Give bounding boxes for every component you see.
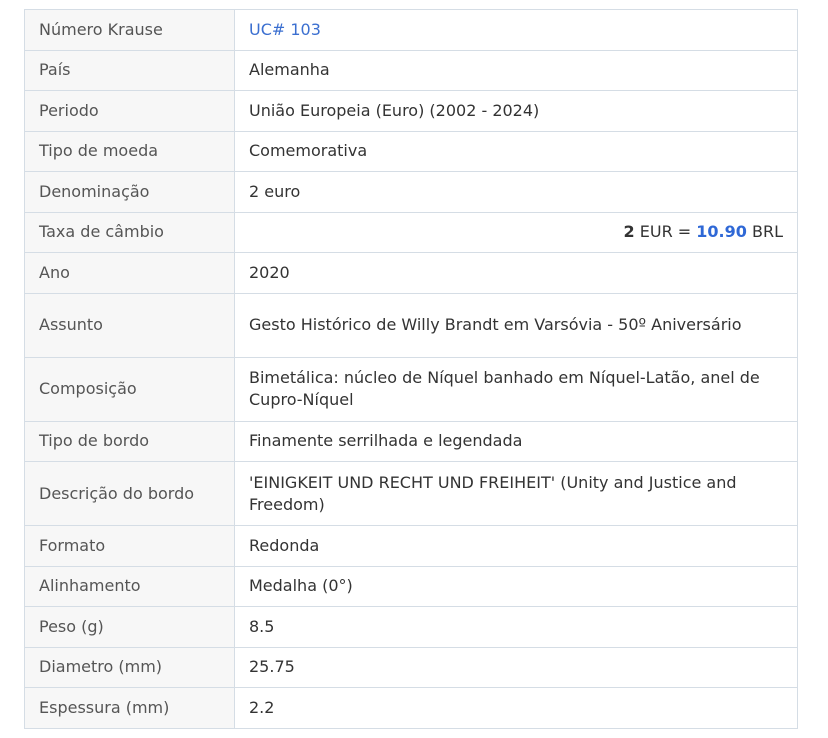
label-denomination: Denominação xyxy=(25,172,235,213)
exchange-amount: 2 xyxy=(623,222,635,242)
label-alignment: Alinhamento xyxy=(25,566,235,607)
value-composition: Bimetálica: núcleo de Níquel banhado em Níquel-Latão, anel de Cupro-Níquel xyxy=(235,357,798,421)
row-year xyxy=(25,253,798,294)
exchange-equals: = xyxy=(677,222,692,242)
value-exchange-rate xyxy=(235,212,798,253)
value-krause-number xyxy=(235,10,798,51)
value-country: Alemanha xyxy=(235,50,798,91)
value-subject: Gesto Histórico de Willy Brandt em Varsóvia - 50º Aniversário xyxy=(235,293,798,357)
value-shape: Redonda xyxy=(235,526,798,567)
value-year: 2020 xyxy=(235,253,798,294)
row-period xyxy=(25,91,798,132)
row-edge-description xyxy=(25,462,798,526)
row-alignment xyxy=(25,566,798,607)
exchange-to-currency: BRL xyxy=(751,222,783,242)
value-period: União Europeia (Euro) (2002 - 2024) xyxy=(235,91,798,132)
value-thickness: 2.2 xyxy=(235,688,798,729)
label-year: Ano xyxy=(25,253,235,294)
label-krause-number: Número Krause xyxy=(25,10,235,51)
label-coin-type: Tipo de moeda xyxy=(25,131,235,172)
value-edge-type: Finamente serrilhada e legendada xyxy=(235,421,798,462)
coin-spec-table xyxy=(24,9,798,729)
label-period: Periodo xyxy=(25,91,235,132)
row-thickness xyxy=(25,688,798,729)
row-subject xyxy=(25,293,798,357)
label-diameter: Diametro (mm) xyxy=(25,647,235,688)
row-denomination xyxy=(25,172,798,213)
value-alignment: Medalha (0°) xyxy=(235,566,798,607)
row-weight xyxy=(25,607,798,648)
krause-number-link[interactable]: UC# 103 xyxy=(249,19,321,39)
label-edge-type: Tipo de bordo xyxy=(25,421,235,462)
row-edge-type xyxy=(25,421,798,462)
value-weight: 8.5 xyxy=(235,607,798,648)
label-country: País xyxy=(25,50,235,91)
exchange-from-currency: EUR xyxy=(639,222,673,242)
value-coin-type: Comemorativa xyxy=(235,131,798,172)
value-denomination: 2 euro xyxy=(235,172,798,213)
row-exchange-rate xyxy=(25,212,798,253)
label-thickness: Espessura (mm) xyxy=(25,688,235,729)
row-composition xyxy=(25,357,798,421)
label-exchange-rate: Taxa de câmbio xyxy=(25,212,235,253)
row-shape xyxy=(25,526,798,567)
value-diameter: 25.75 xyxy=(235,647,798,688)
label-weight: Peso (g) xyxy=(25,607,235,648)
row-country xyxy=(25,50,798,91)
row-krause-number xyxy=(25,10,798,51)
label-edge-description: Descrição do bordo xyxy=(25,462,235,526)
label-composition: Composição xyxy=(25,357,235,421)
value-edge-description: 'EINIGKEIT UND RECHT UND FREIHEIT' (Unity and Justice and Freedom) xyxy=(235,462,798,526)
label-shape: Formato xyxy=(25,526,235,567)
row-coin-type xyxy=(25,131,798,172)
exchange-rate-value: 10.90 xyxy=(696,222,747,242)
label-subject: Assunto xyxy=(25,293,235,357)
row-diameter xyxy=(25,647,798,688)
